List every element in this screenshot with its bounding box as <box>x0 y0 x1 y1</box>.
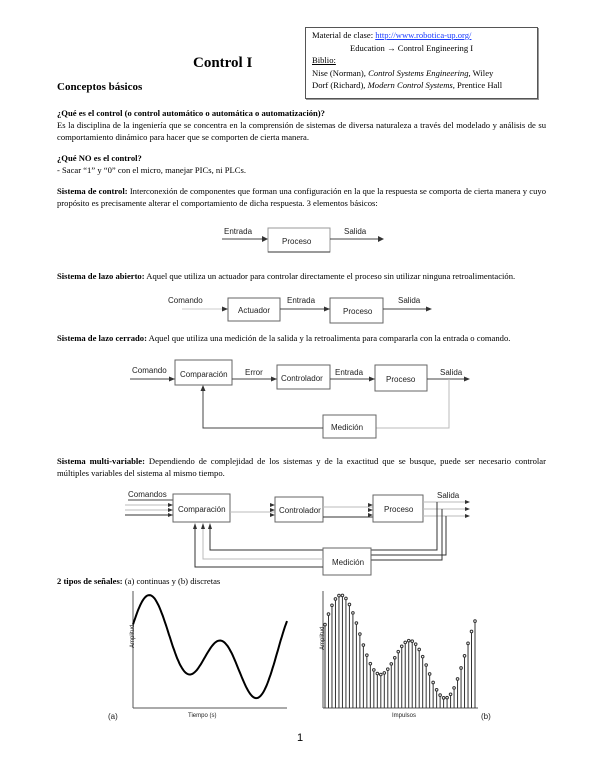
stem-marker <box>418 648 421 651</box>
discrete-signal <box>324 594 477 708</box>
stem-marker <box>362 644 365 647</box>
b-tag: (b) <box>481 712 491 721</box>
input-label: Entrada <box>224 227 253 236</box>
course-path: Education → Control Engineering I <box>350 42 474 53</box>
stem-marker <box>369 662 372 665</box>
multivariable-definition: Sistema multi-variable: Dependiendo de complejidad de los sistemas y de la exactitud que se busque, puede ser necesario controlar múltiples variables del sistema al mismo tiempo. <box>57 456 546 478</box>
closed-loop-definition: Sistema de lazo cerrado: Aquel que utiliza una medición de la salida y la retroalimenta para compararla con la entrada o comando. <box>57 333 511 343</box>
stem-marker <box>327 613 330 616</box>
actuator-label: Actuador <box>238 306 271 315</box>
stem-marker <box>390 663 393 666</box>
page-title: Control I <box>193 55 253 71</box>
material-label: Material de clase: <box>312 30 376 40</box>
stem-marker <box>345 597 348 600</box>
q2-heading: ¿Qué NO es el control? <box>57 153 142 163</box>
output-label: Salida <box>437 491 460 500</box>
section-subtitle: Conceptos básicos <box>57 81 143 93</box>
biblio-label: Biblio: <box>312 55 336 65</box>
stem-marker <box>467 642 470 645</box>
b-xlabel: Impulsos <box>392 713 417 719</box>
output-label: Salida <box>344 227 367 236</box>
reference-1: Nise (Norman), Control Systems Engineering, Wiley <box>312 67 494 78</box>
signals-figure <box>100 588 500 723</box>
stem-marker <box>449 693 452 696</box>
stem-marker <box>456 678 459 681</box>
a-tag: (a) <box>108 712 118 721</box>
output-label: Salida <box>440 368 463 377</box>
commands-label: Comandos <box>128 490 167 499</box>
process-label: Proceso <box>282 237 312 246</box>
stem-marker <box>400 645 403 648</box>
stem-marker <box>446 696 449 699</box>
stem-marker <box>432 681 435 684</box>
process-label: Proceso <box>384 505 414 514</box>
stem-marker <box>439 694 442 697</box>
control-system-definition: Sistema de control: Interconexión de componentes que forman una configuración en la que la respuesta se comporta de cierta manera y cuyo propósito es precisamente alterar el comportamiento de dicha respuesta. 3 elementos básicos: <box>57 186 546 208</box>
stem-marker <box>442 697 445 700</box>
stem-marker <box>453 687 456 690</box>
comparison-label: Comparación <box>180 370 228 379</box>
reference-2: Dorf (Richard), Modern Control Systems, Prentice Hall <box>312 80 503 90</box>
stem-marker <box>463 655 466 658</box>
a-xlabel: Tiempo (s) <box>188 713 217 719</box>
process-label: Proceso <box>343 307 373 316</box>
command-label: Comando <box>168 296 203 305</box>
stem-marker <box>373 669 376 672</box>
arrow-head <box>262 236 268 242</box>
multivariable-diagram <box>0 485 600 580</box>
stem-marker <box>460 667 463 670</box>
stem-marker <box>359 633 362 636</box>
q2-text: - Sacar “1” y “0” con el micro, manejar PICs, ni PLCs. <box>57 165 247 175</box>
controller-label: Controlador <box>281 374 323 383</box>
closed-loop-diagram <box>0 355 600 445</box>
stem-marker <box>383 672 386 675</box>
input-label: Entrada <box>287 296 316 305</box>
controller-label: Controlador <box>279 506 321 515</box>
comparison-label: Comparación <box>178 505 226 514</box>
stem-marker <box>397 650 400 653</box>
stem-marker <box>425 664 428 667</box>
stem-marker <box>435 688 438 691</box>
stem-marker <box>393 656 396 659</box>
open-loop-definition: Sistema de lazo abierto: Aquel que utiliza un actuador para controlar directamente el proceso sin utilizar ninguna retroalimentación. <box>57 271 516 281</box>
output-label: Salida <box>398 296 421 305</box>
stem-marker <box>421 655 424 658</box>
q1-text: Es la disciplina de la ingeniería que se concentra en la comprensión de sistemas de diversa naturaleza a través del modelado y análisis de su comportamiento dinámico para hacer que se comporten de cierta manera. <box>57 120 546 142</box>
stem-marker <box>331 604 334 607</box>
error-label: Error <box>245 368 263 377</box>
command-label: Comando <box>132 366 167 375</box>
reference-box <box>305 27 538 99</box>
stem-marker <box>428 673 431 676</box>
input-label: Entrada <box>335 368 364 377</box>
stem-marker <box>407 639 410 642</box>
stem-marker <box>338 594 341 597</box>
signals-heading: 2 tipos de señales: (a) continuas y (b) discretas <box>57 576 221 586</box>
stem-marker <box>324 623 327 626</box>
basic-diagram <box>0 215 600 260</box>
stem-marker <box>352 612 355 615</box>
stem-marker <box>376 672 379 675</box>
continuous-signal <box>133 595 287 698</box>
page-number: 1 <box>297 732 304 744</box>
stem-marker <box>470 630 473 633</box>
stem-marker <box>366 654 369 657</box>
b-ylabel: Amplitud <box>320 626 326 650</box>
open-loop-diagram <box>0 290 600 330</box>
q1-heading: ¿Qué es el control (o control automático o automática o automatización)? <box>57 108 325 118</box>
stem-marker <box>348 603 351 606</box>
stem-marker <box>404 641 407 644</box>
stem-marker <box>380 673 383 676</box>
measurement-label: Medición <box>331 423 364 432</box>
stem-marker <box>334 598 337 601</box>
stem-marker <box>411 640 414 643</box>
stem-marker <box>386 668 389 671</box>
stem-marker <box>474 620 477 623</box>
stem-marker <box>355 622 358 625</box>
course-link[interactable]: http://www.robotica-up.org/ <box>375 30 472 40</box>
measurement-label: Medición <box>332 558 365 567</box>
stem-marker <box>341 594 344 597</box>
a-ylabel: Amplitud <box>130 624 136 648</box>
stem-marker <box>414 643 417 646</box>
process-label: Proceso <box>386 375 416 384</box>
